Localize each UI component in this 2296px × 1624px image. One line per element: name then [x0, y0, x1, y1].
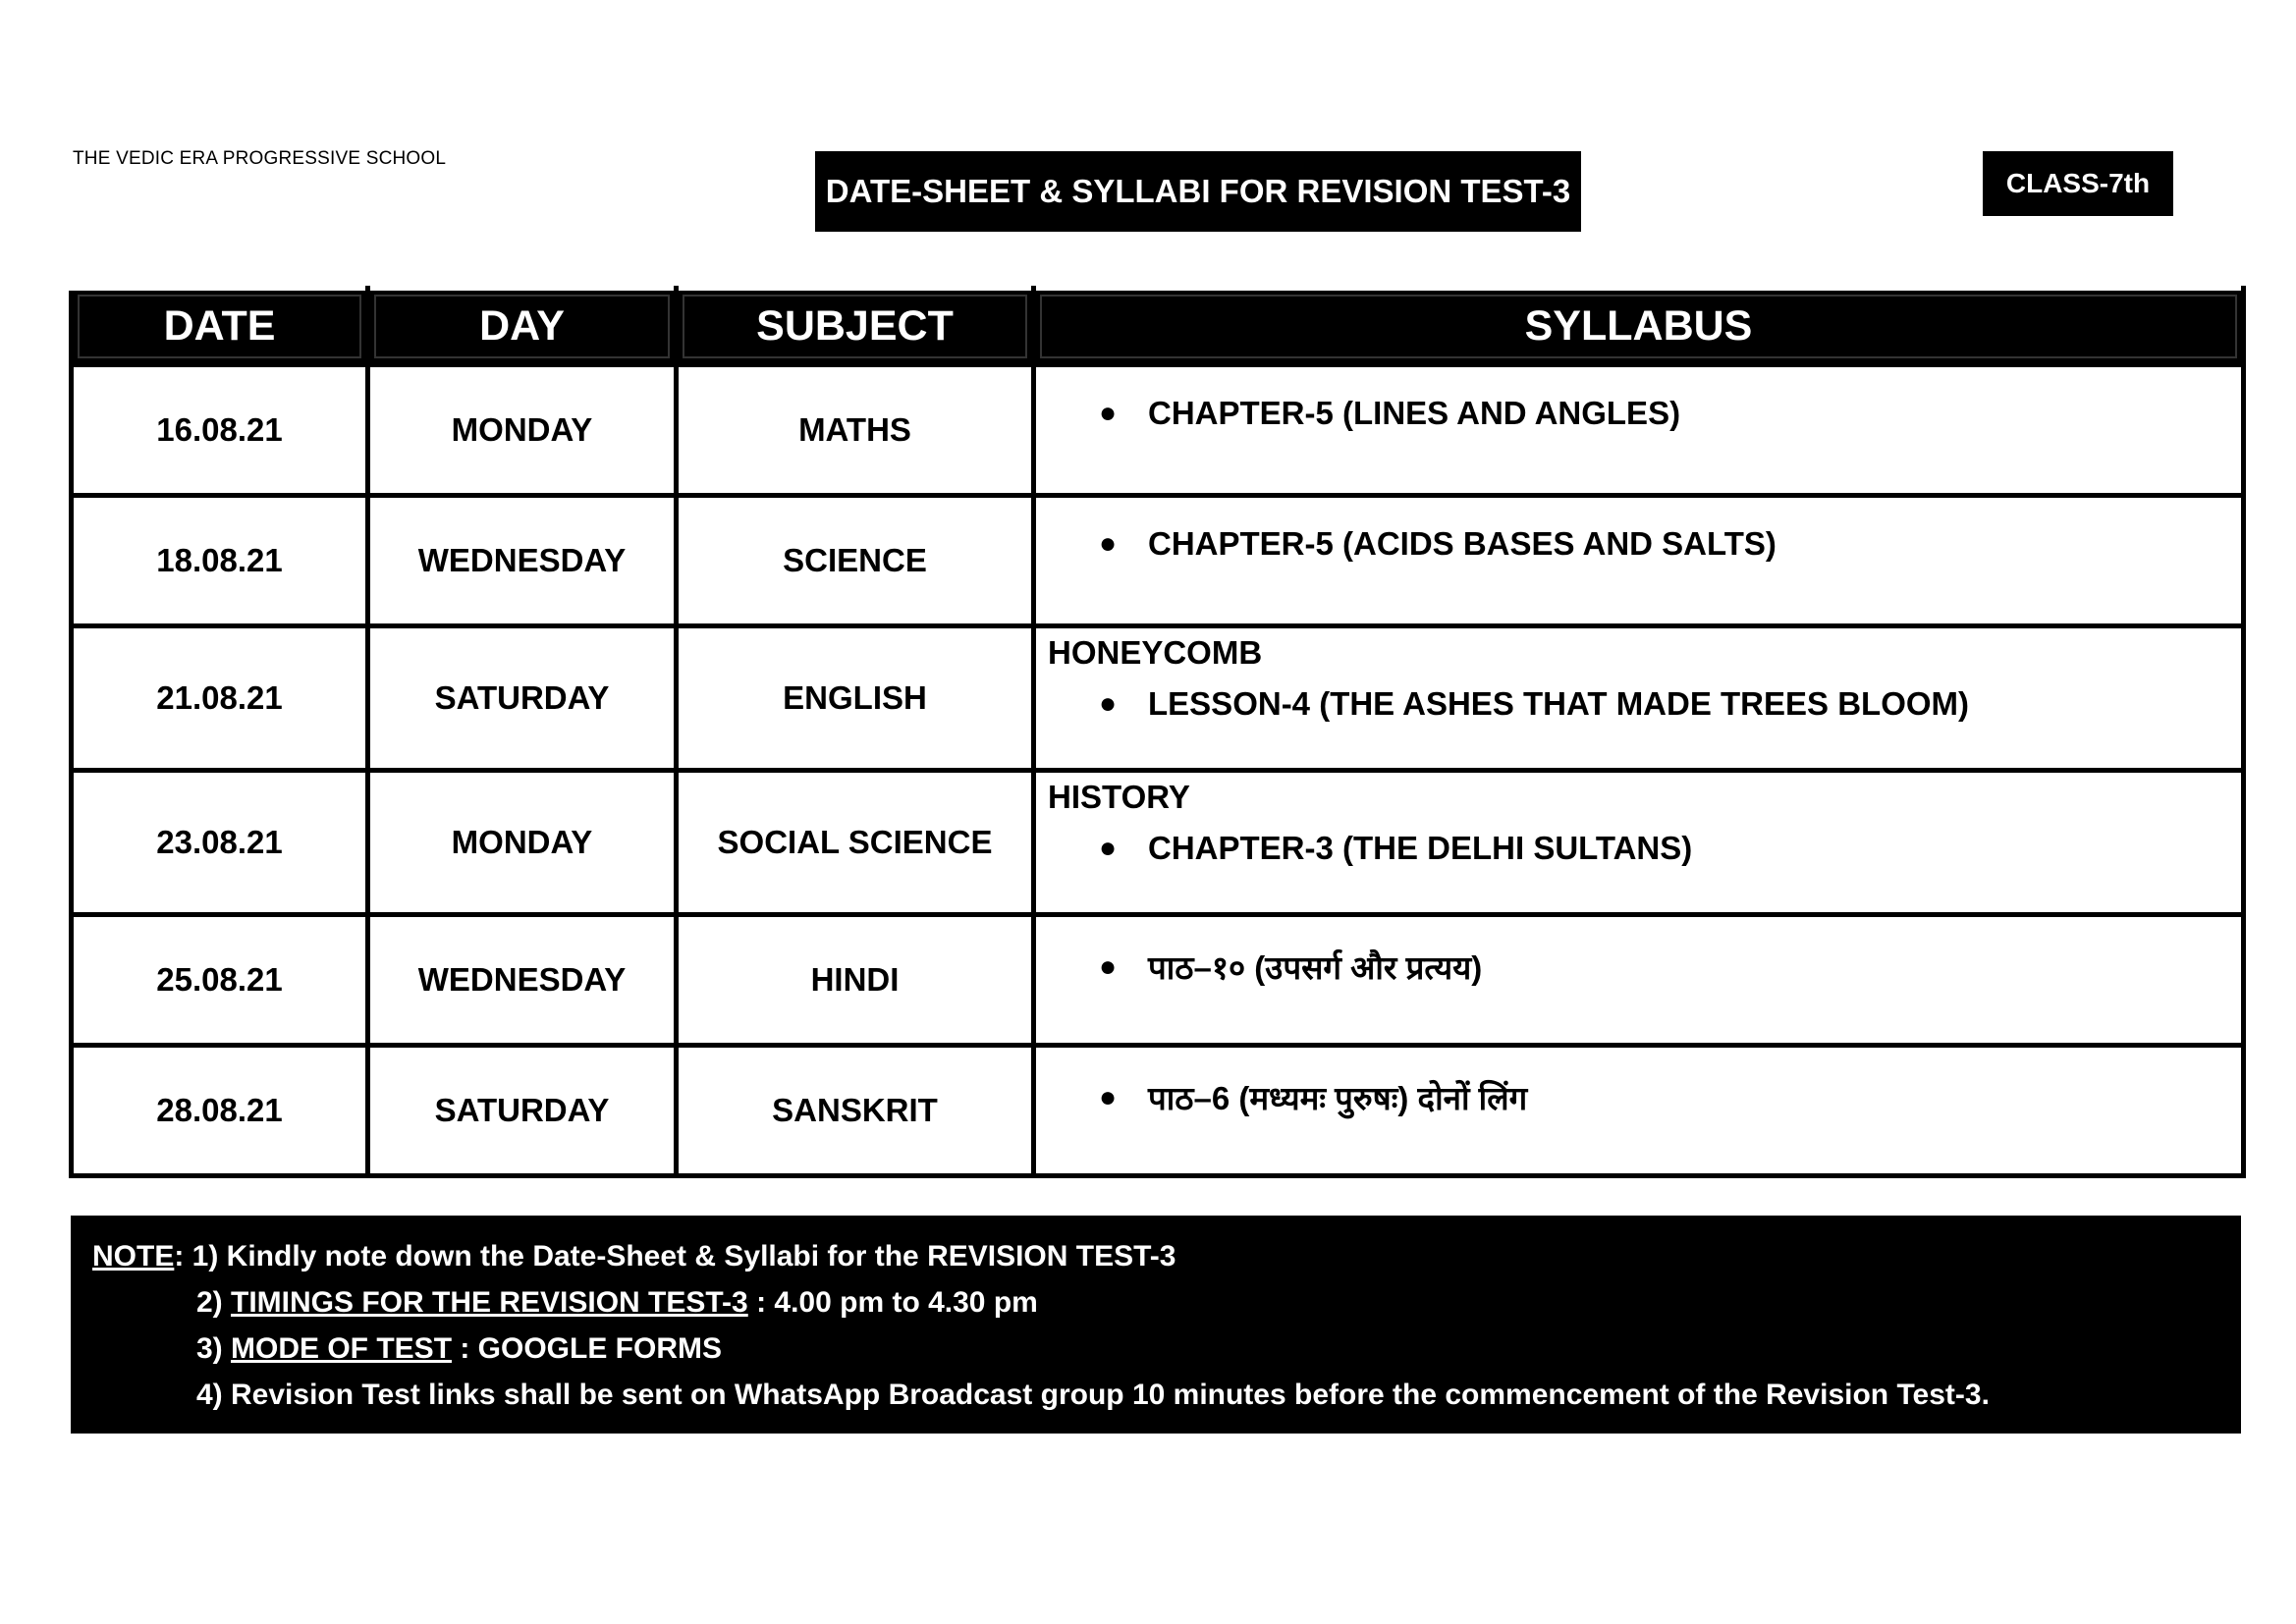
class-badge: CLASS-7th [1983, 151, 2173, 216]
syllabus-cell [1034, 365, 2244, 496]
table-header-row [72, 289, 2244, 365]
syllabus-cell [1034, 915, 2244, 1046]
syllabus-book-heading: HONEYCOMB [1048, 634, 1263, 671]
note-line-1 [71, 1233, 2241, 1279]
table-row [72, 1046, 2244, 1176]
day-cell: MONDAY [368, 771, 677, 915]
syllabus-text: CHAPTER-5 (ACIDS BASES AND SALTS) [1148, 525, 1777, 562]
column-header-date: DATE [72, 289, 368, 365]
bullet-icon: ● [1099, 1080, 1118, 1113]
syllabus-text: पाठ–6 (मध्यमः पुरुषः) दोनों लिंग [1148, 1080, 1528, 1116]
day-cell: SATURDAY [368, 1046, 677, 1176]
table-row [72, 365, 2244, 496]
subject-cell: SANSKRIT [677, 1046, 1034, 1176]
note-line-2 [71, 1279, 2241, 1326]
syllabus-bullet-item [1099, 1075, 2241, 1119]
subject-cell: HINDI [677, 915, 1034, 1046]
day-cell: MONDAY [368, 365, 677, 496]
date-cell: 28.08.21 [72, 1046, 368, 1176]
note-line-3 [71, 1326, 2241, 1372]
subject-cell: MATHS [677, 365, 1034, 496]
bullet-icon: ● [1099, 687, 1118, 720]
syllabus-bullet-item [1099, 395, 2241, 432]
timings-value: : 4.00 pm to 4.30 pm [747, 1286, 1038, 1319]
mode-label: MODE OF TEST [231, 1332, 453, 1365]
table-row [72, 771, 2244, 915]
day-cell: SATURDAY [368, 626, 677, 771]
bullet-icon: ● [1099, 832, 1118, 864]
day-cell: WEDNESDAY [368, 496, 677, 626]
subject-cell: ENGLISH [677, 626, 1034, 771]
bullet-icon: ● [1099, 397, 1118, 429]
school-name: THE VEDIC ERA PROGRESSIVE SCHOOL [73, 148, 447, 169]
syllabus-cell [1034, 771, 2244, 915]
table-row [72, 915, 2244, 1046]
day-cell: WEDNESDAY [368, 915, 677, 1046]
note-label: NOTE [92, 1240, 175, 1272]
date-cell: 16.08.21 [72, 365, 368, 496]
syllabus-text: पाठ–१० (उपसर्ग और प्रत्यय) [1148, 949, 1483, 986]
mode-value: : GOOGLE FORMS [452, 1332, 723, 1365]
syllabus-cell [1034, 1046, 2244, 1176]
syllabus-bullet-item [1099, 685, 2241, 723]
date-sheet-table [69, 286, 2246, 1178]
syllabus-bullet-item [1099, 830, 2241, 867]
note-text-1: : 1) Kindly note down the Date-Sheet & Syllabi for the REVISION TEST-3 [174, 1240, 1176, 1272]
syllabus-book-heading: HISTORY [1048, 779, 1190, 815]
bullet-icon: ● [1099, 527, 1118, 560]
table-row [72, 626, 2244, 771]
date-cell: 23.08.21 [72, 771, 368, 915]
note-prefix-2: 2) [196, 1286, 232, 1319]
subject-cell: SCIENCE [677, 496, 1034, 626]
date-cell: 21.08.21 [72, 626, 368, 771]
syllabus-cell [1034, 626, 2244, 771]
syllabus-text: CHAPTER-3 (THE DELHI SULTANS) [1148, 830, 1693, 866]
syllabus-text: CHAPTER-5 (LINES AND ANGLES) [1148, 395, 1681, 431]
date-cell: 25.08.21 [72, 915, 368, 1046]
subject-cell: SOCIAL SCIENCE [677, 771, 1034, 915]
timings-label: TIMINGS FOR THE REVISION TEST-3 [231, 1286, 748, 1319]
column-header-syllabus: SYLLABUS [1034, 289, 2244, 365]
page-title: DATE-SHEET & SYLLABI FOR REVISION TEST-3 [815, 151, 1581, 232]
syllabus-bullet-item [1099, 525, 2241, 563]
column-header-day: DAY [368, 289, 677, 365]
table-row [72, 496, 2244, 626]
syllabus-cell [1034, 496, 2244, 626]
column-header-subject: SUBJECT [677, 289, 1034, 365]
bullet-icon: ● [1099, 949, 1118, 983]
date-cell: 18.08.21 [72, 496, 368, 626]
note-prefix-3: 3) [196, 1332, 232, 1365]
note-line-4: 4) Revision Test links shall be sent on WhatsApp Broadcast group 10 minutes before the commencement of the Revision Test-3. [196, 1379, 1990, 1411]
note-box [71, 1216, 2241, 1434]
syllabus-text: LESSON-4 (THE ASHES THAT MADE TREES BLOOM) [1148, 685, 1970, 722]
syllabus-bullet-item [1099, 945, 2241, 989]
